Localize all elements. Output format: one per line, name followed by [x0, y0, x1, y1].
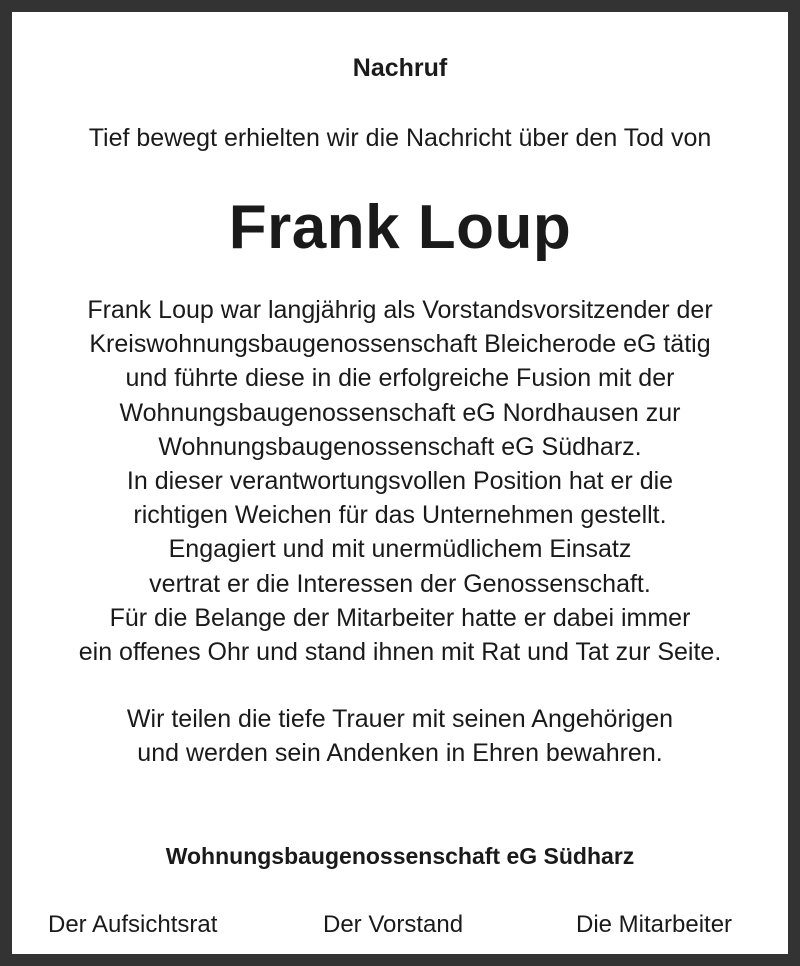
- signatory-employees: Die Mitarbeiter: [576, 911, 733, 938]
- body-paragraph: [12, 293, 788, 669]
- signatory-board: Der Vorstand: [323, 911, 464, 938]
- body-line: Wohnungsbaugenossenschaft eG Nordhausen zur: [119, 398, 681, 427]
- notice-heading: Nachruf: [352, 54, 448, 82]
- body-line: Frank Loup war langjährig als Vorstandsvorsitzender der: [87, 296, 713, 324]
- body-line: Engagiert und mit unermüdlichem Einsatz: [168, 535, 632, 564]
- body-line: Wohnungsbaugenossenschaft eG Südharz.: [158, 432, 642, 461]
- deceased-name: Frank Loup: [228, 193, 572, 262]
- closing-paragraph: [12, 702, 788, 770]
- body-line: und führte diese in die erfolgreiche Fusion mit der: [125, 364, 675, 393]
- body-line: In dieser verantwortungsvollen Position hat er die: [126, 467, 674, 496]
- body-line: richtigen Weichen für das Unternehmen gestellt.: [133, 501, 667, 530]
- body-line: Kreiswohnungsbaugenossenschaft Bleicherode eG tätig: [89, 330, 711, 359]
- body-line: Für die Belange der Mitarbeiter hatte er dabei immer: [109, 603, 691, 632]
- signatory-supervisory-board: Der Aufsichtsrat: [48, 911, 218, 938]
- intro-text: Tief bewegt erhielten wir die Nachricht über den Tod von: [88, 124, 712, 152]
- body-line: vertrat er die Interessen der Genossenschaft.: [149, 569, 651, 598]
- company-name: Wohnungsbaugenossenschaft eG Südharz: [165, 843, 635, 869]
- closing-line: und werden sein Andenken in Ehren bewahren.: [137, 739, 663, 768]
- closing-line: Wir teilen die tiefe Trauer mit seinen Angehörigen: [126, 705, 674, 733]
- body-line: ein offenes Ohr und stand ihnen mit Rat und Tat zur Seite.: [78, 638, 722, 667]
